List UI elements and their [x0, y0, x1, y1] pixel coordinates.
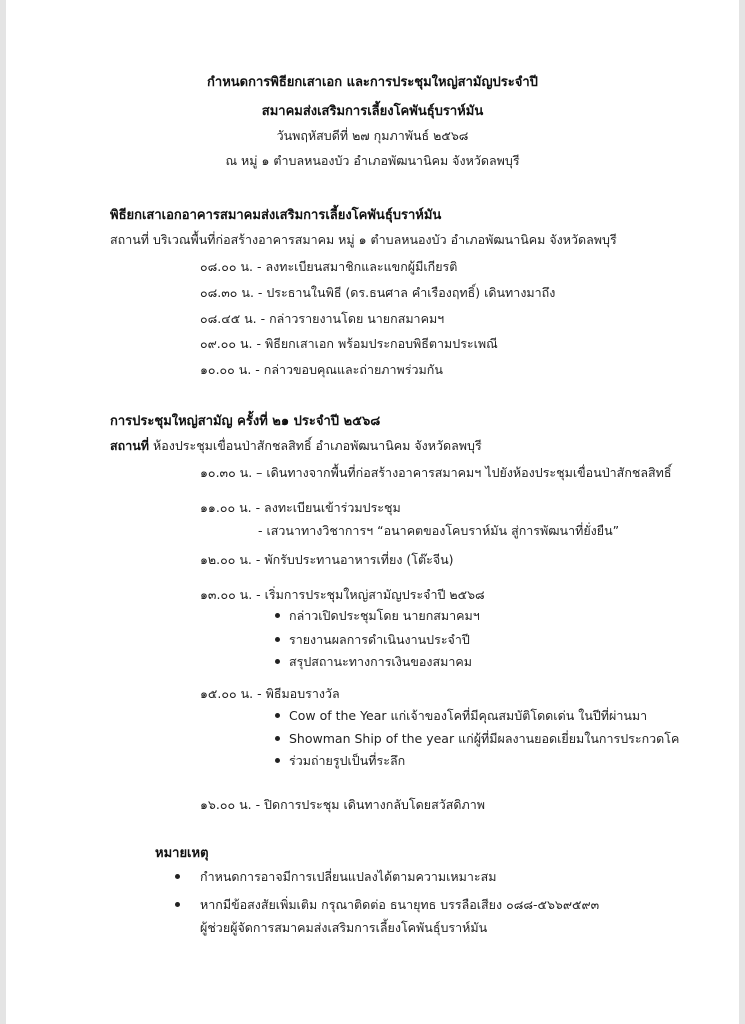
page-title: กำหนดการพิธียกเสาเอก และการประชุมใหญ่สามัญประจำปี: [207, 75, 538, 90]
bullet-icon: [275, 713, 280, 718]
contact-role: ผู้ช่วยผู้จัดการสมาคมส่งเสริมการเลี้ยงโคพันธุ์บราห์มัน: [200, 920, 488, 935]
notes-heading: หมายเหตุ: [155, 846, 209, 861]
meeting-heading: การประชุมใหญ่สามัญ ครั้งที่ ๒๑ ประจำปี ๒๕๖๘: [110, 414, 381, 429]
ceremony-heading: พิธียกเสาเอกอาคารสมาคมส่งเสริมการเลี้ยงโคพันธุ์บราห์มัน: [110, 208, 442, 223]
meeting-item-1300: ๑๓.๐๐ น. - เริ่มการประชุมใหญ่สามัญประจำปี ๒๕๖๘: [200, 587, 485, 602]
meeting-item-1600: ๑๖.๐๐ น. - ปิดการประชุม เดินทางกลับโดยสวัสดิภาพ: [200, 797, 485, 812]
list-item: [275, 652, 472, 672]
meeting-item-1500: ๑๕.๐๐ น. - พิธีมอบรางวัล: [200, 686, 340, 701]
ceremony-location: สถานที่ บริเวณพื้นที่ก่อสร้างอาคารสมาคม หมู่ ๑ ตำบลหนองบัว อำเภอพัฒนานิคม จังหวัดลพบุรี: [110, 232, 617, 247]
list-item: [275, 751, 405, 771]
note-item: กำหนดการอาจมีการเปลี่ยนแปลงได้ตามความเหมาะสม: [200, 869, 497, 884]
list-item-text: Cow of the Year แก่เจ้าของโคที่มีคุณสมบัติโดดเด่น ในปีที่ผ่านมา: [289, 708, 648, 723]
list-item-text: รายงานผลการดำเนินงานประจำปี: [289, 632, 470, 647]
list-item: [275, 630, 470, 650]
ceremony-item: ๐๙.๐๐ น. - พิธียกเสาเอก พร้อมประกอบพิธีตามประเพณี: [200, 336, 498, 351]
ceremony-item: ๐๘.๓๐ น. - ประธานในพิธี (ดร.ธนศาล คำเรืองฤทธิ์) เดินทางมาถึง: [200, 285, 556, 300]
bullet-icon: [275, 613, 280, 618]
bullet-icon: [275, 637, 280, 642]
ceremony-item: ๐๘.๔๕ น. - กล่าวรายงานโดย นายกสมาคมฯ: [200, 311, 445, 326]
bullet-icon: [275, 659, 280, 664]
list-item: [275, 706, 647, 726]
meeting-item-1100: ๑๑.๐๐ น. - ลงทะเบียนเข้าร่วมประชุม: [200, 500, 401, 515]
meeting-location-text: ห้องประชุมเขื่อนป่าสักชลสิทธิ์ อำเภอพัฒนานิคม จังหวัดลพบุรี: [149, 438, 482, 453]
bullet-icon: [275, 758, 280, 763]
list-item-text: ร่วมถ่ายรูปเป็นที่ระลึก: [289, 753, 406, 768]
ceremony-item: ๑๐.๐๐ น. - กล่าวขอบคุณและถ่ายภาพร่วมกัน: [200, 362, 443, 377]
meeting-location-label: สถานที่: [110, 438, 150, 453]
ceremony-item: ๐๘.๐๐ น. - ลงทะเบียนสมาชิกและแขกผู้มีเกียรติ: [200, 259, 458, 274]
event-venue: ณ หมู่ ๑ ตำบลหนองบัว อำเภอพัฒนานิคม จังหวัดลพบุรี: [225, 153, 520, 168]
list-item: [275, 606, 480, 626]
event-date: วันพฤหัสบดีที่ ๒๗ กุมภาพันธ์ ๒๕๖๘: [276, 128, 469, 143]
meeting-location: [110, 436, 482, 456]
association-name: สมาคมส่งเสริมการเลี้ยงโคพันธุ์บราห์มัน: [261, 104, 484, 119]
meeting-item-1100-sub: - เสวนาทางวิชาการฯ “อนาคตของโคบราห์มัน สู่การพัฒนาที่ยั่งยืน”: [258, 523, 620, 538]
list-item-text: Showman Ship of the year แก่ผู้ที่มีผลงานยอดเยี่ยมในการประกวดโค: [289, 731, 680, 746]
list-item-text: สรุปสถานะทางการเงินของสมาคม: [289, 654, 472, 669]
bullet-icon: [275, 736, 280, 741]
meeting-item-1200: ๑๒.๐๐ น. - พักรับประทานอาหารเที่ยง (โต๊ะจีน): [200, 552, 454, 567]
note-item: หากมีข้อสงสัยเพิ่มเติม กรุณาติดต่อ ธนายุทธ บรรลือเสียง ๐๘๘-๕๖๖๙๕๙๓: [200, 897, 600, 912]
bullet-icon: [175, 874, 180, 879]
bullet-icon: [175, 902, 180, 907]
list-item: [275, 729, 679, 749]
list-item-text: กล่าวเปิดประชุมโดย นายกสมาคมฯ: [289, 608, 480, 623]
meeting-item-1030: ๑๐.๓๐ น. – เดินทางจากพื้นที่ก่อสร้างอาคารสมาคมฯ ไปยังห้องประชุมเขื่อนป่าสักชลสิทธิ์: [200, 465, 672, 480]
